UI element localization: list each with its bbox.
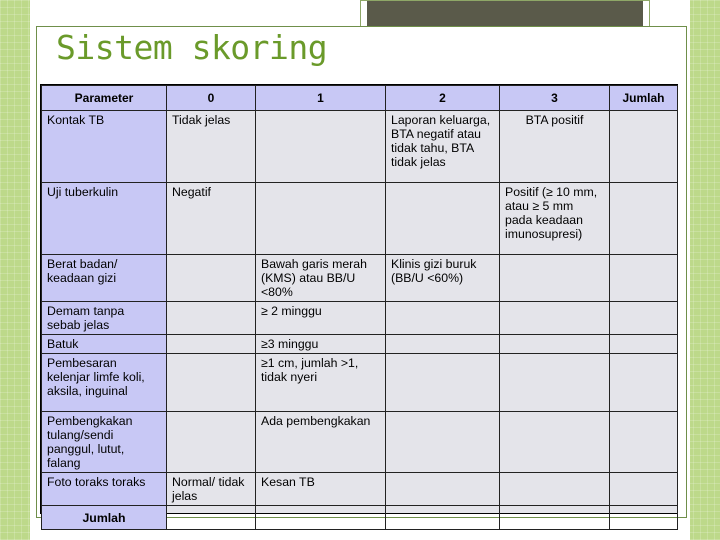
cell-score-0 xyxy=(167,412,256,473)
table-row xyxy=(42,183,678,255)
cell-score-1 xyxy=(256,183,386,255)
footer-cell xyxy=(167,506,256,530)
cell-jumlah xyxy=(610,111,678,183)
cell-score-1: ≥3 minggu xyxy=(256,335,386,354)
footer-jumlah-label: Jumlah xyxy=(42,506,167,530)
table-row xyxy=(42,354,678,412)
cell-score-3 xyxy=(500,335,610,354)
footer-cell xyxy=(500,506,610,530)
table-header-row xyxy=(42,86,678,111)
row-parameter: Batuk xyxy=(42,335,167,354)
row-parameter: Foto toraks toraks xyxy=(42,473,167,506)
row-parameter: Berat badan/ keadaan gizi xyxy=(42,255,167,302)
row-parameter: Uji tuberkulin xyxy=(42,183,167,255)
table-row xyxy=(42,111,678,183)
cell-score-2: Laporan keluarga, BTA negatif atau tidak tahu, BTA tidak jelas xyxy=(386,111,500,183)
slide-title: Sistem skoring xyxy=(56,28,328,67)
cell-score-0 xyxy=(167,354,256,412)
cell-score-1: Bawah garis merah (KMS) atau BB/U <80% xyxy=(256,255,386,302)
cell-jumlah xyxy=(610,335,678,354)
cell-score-1: ≥ 2 minggu xyxy=(256,302,386,335)
header-jumlah: Jumlah xyxy=(610,86,678,111)
cell-score-3: Positif (≥ 10 mm, atau ≥ 5 mm pada keadaan imunosupresi) xyxy=(500,183,610,255)
row-parameter: Demam tanpa sebab jelas xyxy=(42,302,167,335)
cell-jumlah xyxy=(610,473,678,506)
cell-score-0: Normal/ tidak jelas xyxy=(167,473,256,506)
row-parameter: Kontak TB xyxy=(42,111,167,183)
cell-jumlah xyxy=(610,183,678,255)
cell-jumlah xyxy=(610,412,678,473)
scoring-table xyxy=(41,85,678,530)
cell-score-0: Tidak jelas xyxy=(167,111,256,183)
cell-score-2 xyxy=(386,302,500,335)
table-row xyxy=(42,335,678,354)
cell-score-0 xyxy=(167,302,256,335)
table-footer-row xyxy=(42,506,678,530)
table-row xyxy=(42,412,678,473)
cell-score-3 xyxy=(500,473,610,506)
header-parameter: Parameter xyxy=(42,86,167,111)
cell-score-1: Kesan TB xyxy=(256,473,386,506)
header-score-1: 1 xyxy=(256,86,386,111)
scoring-table-container xyxy=(40,84,678,525)
cell-score-1: ≥1 cm, jumlah >1, tidak nyeri xyxy=(256,354,386,412)
footer-cell xyxy=(610,506,678,530)
row-parameter: Pembengkakan tulang/sendi panggul, lutut, falang xyxy=(42,412,167,473)
cell-score-1: Ada pembengkakan xyxy=(256,412,386,473)
cell-score-2 xyxy=(386,473,500,506)
cell-score-3 xyxy=(500,412,610,473)
cell-score-3: BTA positif xyxy=(500,111,610,183)
cell-score-2 xyxy=(386,335,500,354)
cell-jumlah xyxy=(610,302,678,335)
table-row xyxy=(42,255,678,302)
cell-jumlah xyxy=(610,354,678,412)
cell-score-0 xyxy=(167,335,256,354)
footer-cell xyxy=(256,506,386,530)
table-row xyxy=(42,302,678,335)
cell-score-3 xyxy=(500,354,610,412)
header-score-3: 3 xyxy=(500,86,610,111)
cell-score-2: Klinis gizi buruk (BB/U <60%) xyxy=(386,255,500,302)
cell-score-1 xyxy=(256,111,386,183)
cell-score-2 xyxy=(386,412,500,473)
footer-cell xyxy=(386,506,500,530)
header-score-2: 2 xyxy=(386,86,500,111)
cell-score-0: Negatif xyxy=(167,183,256,255)
table-row xyxy=(42,473,678,506)
cell-jumlah xyxy=(610,255,678,302)
cell-score-2 xyxy=(386,183,500,255)
row-parameter: Pembesaran kelenjar limfe koli, aksila, inguinal xyxy=(42,354,167,412)
cell-score-3 xyxy=(500,302,610,335)
cell-score-2 xyxy=(386,354,500,412)
cell-score-3 xyxy=(500,255,610,302)
cell-score-0 xyxy=(167,255,256,302)
header-score-0: 0 xyxy=(167,86,256,111)
